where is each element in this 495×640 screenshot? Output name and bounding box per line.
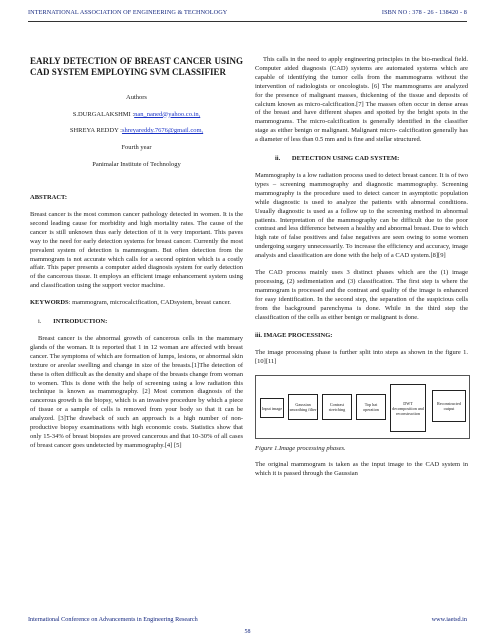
keywords <box>30 299 243 308</box>
figure-1-flowchart <box>255 375 470 439</box>
keywords-label: KEYWORDS <box>30 299 69 307</box>
page-footer <box>28 616 467 626</box>
flow-box-tophat: Top hat operation <box>356 394 386 420</box>
figure-1-caption: Figure 1.Image processing phases. <box>255 445 346 453</box>
author-1-email[interactable]: nan_naned@yahoo.co.in, <box>134 110 201 118</box>
author-2 <box>30 127 243 136</box>
flow-box-contrast: Contrast stretching <box>322 394 352 420</box>
author-1-name: S.DURGALAKSHMI : <box>72 110 135 118</box>
authors-label: Authors <box>126 93 147 101</box>
intro-heading <box>30 318 243 327</box>
author-institute: Panimalar Institute of Technology <box>92 161 181 169</box>
keywords-text: : mammogram, microcalcification, CADsystem, breast cancer. <box>68 299 231 307</box>
intro-num: i. <box>38 318 42 326</box>
header-rule <box>28 21 467 22</box>
intro-paragraph-1: Breast cancer is the abnormal growth of cancerous cells in the mammary glands of the woman. It is reported that 1 in 12 woman are affected with breast cancer. The symptoms of which are formation of lumps, lesions, or abnormal skin texture or areolar swelling and change in size of the breasts.[1]The detection of these is often difficult as the density and shape of the breasts change from woman to women. This is done with the help of screening using a low radiation this technique is known as mammography. [2] Most common diagnosis of the cancerous growth is the biopsy, which is an invasive procedure by which a piece of tissue or a sample of cells is removed from your body so that it can be analyzed. [3]The drawback of such an approach is a high number of non-productive biopsy examinations with high economic costs. Statistics show that only 15-34% of breast biopsies are proved cancerous and that 10-30% of all cases of breast cancer goes undetected by mammography.[4] [5] <box>30 335 243 449</box>
detection-num: ii. <box>275 155 281 163</box>
isbn-number: ISBN NO : 378 - 26 - 138420 - 8 <box>381 9 467 16</box>
detection-paragraph-2: The CAD process mainly uses 3 distinct phases which are the (1) image processing, (2) sedimentation and (3) classification. The first step is where the mammogram is processed and the contrast and quality of the image is enhanced for easy identification. In the second step, the separation of the suspicious cells from the background parenchyma is done. While in the third step the classification of the cells as either benign or malignant is done. <box>255 269 468 321</box>
detection-heading <box>275 155 468 164</box>
journal-name: INTERNATIONAL ASSOCIATION OF ENGINEERING & TECHNOLOGY <box>28 9 228 16</box>
flow-box-output: Reconstructed output <box>432 390 466 422</box>
author-year: Fourth year <box>121 144 152 152</box>
page-number: 58 <box>244 629 251 635</box>
intro-paragraph-2: This calls in the need to apply engineering principles in the bio-medical field. Computer aided diagnosis (CAD) systems are automated systems which are capable of identifying the tumor cells from the mammograms without the intervention of radiologists or oncologists. [6] The mammograms are analyzed for the presence of malignant masses, thickening of the tissue and deposits of calcium known as micro-calcification.[7] The masses often occur in dense areas of the breast and have different shapes and spotted by the bright spots in the mammograms. The micro-calcification is generally identified in the classifier stage as either benign or malignant. Malignant micro- calcification generally has a diameter of less than 0.5 mm and is fine and stellar structured. <box>255 56 468 144</box>
image-processing-paragraph-2: The original mammogram is taken as the input image to the CAD system in which it is passed through the Gaussian <box>255 461 468 477</box>
image-processing-heading: iii. IMAGE PROCESSING: <box>255 332 333 340</box>
author-2-email[interactable]: shreyareddy.7676@gmail.com, <box>121 127 204 135</box>
intro-title: INTRODUCTION: <box>53 318 108 326</box>
conference-name: International Conference on Advancements in Engineering Research <box>28 616 198 623</box>
detection-title: DETECTION USING CAD SYSTEM: <box>291 155 400 163</box>
flow-box-input: Input image <box>260 398 284 418</box>
author-1 <box>30 111 243 120</box>
abstract-heading: ABSTRACT: <box>30 194 68 202</box>
abstract-text: Breast cancer is the most common cancer pathology detected in women. It is the second leading cause for morbidity and high mortality rates. The cause of the cancer is still unknown thus early detection of it is very important. This paves way to the need for early detection systems for breast cancer. Currently the most prevalent system of detection is mammogram. But often detection from the mammogram is not accurate which calls for a second opinion which is a costly affair. This paper presents a computer aided diagnosis system for early detection of the cancerous tissue. It employs an efficient image enhancement system using and classification using the support vector machine. <box>30 211 243 290</box>
left-column <box>30 56 243 459</box>
page-header <box>0 9 495 21</box>
right-column <box>255 56 468 487</box>
website-link[interactable]: www.iaetsd.in <box>431 616 467 623</box>
detection-paragraph-1: Mammography is a low radiation process used to detect breast cancer. It is of two types – screening mammography and diagnostic mammography. Screening mammography is the procedure used to detect cancer in asymptotic population while diagnostic is used to analyze the patients with abnormal conditions. Usually diagnostic is used as a follow up to the screening method in abnormal patients. Interpretation of the mammography can be difficult due to the poor contrast and less difference between a healthy and abnormal breast. Due to which high rate of false positives and false negatives are seen owing to some women undergoing surgery unnecessarily. To increase the efficiency and accuracy, image analysis and classification are done with the help of a CAD system.[8][9] <box>255 171 468 260</box>
flow-box-dwt: DWT decomposition and reconstruction <box>390 384 426 432</box>
author-2-name: SHREYA REDDY : <box>69 127 122 135</box>
paper-title: EARLY DETECTION OF BREAST CANCER USING CAD SYSTEM EMPLOYING SVM CLASSIFIER <box>30 56 243 77</box>
flow-box-gaussian: Gaussian smoothing filter <box>288 394 318 420</box>
image-processing-paragraph-1: The image processing phase is further split into steps as shown in the figure 1. [10][11] <box>255 349 468 366</box>
